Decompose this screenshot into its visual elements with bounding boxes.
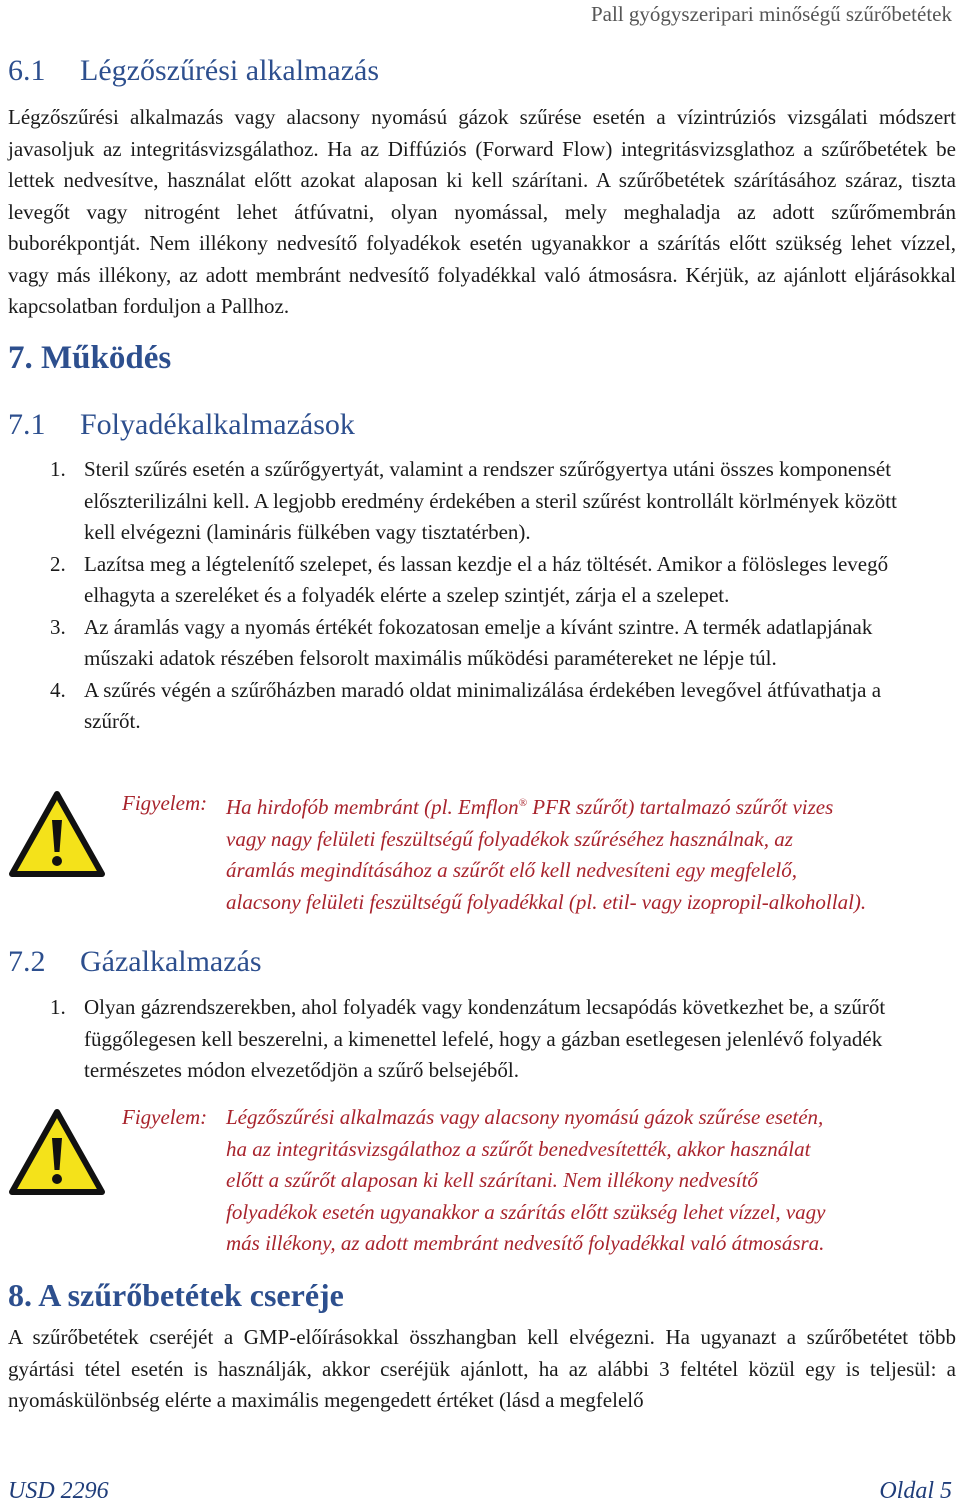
warning-line: más illékony, az adott membránt nedvesítő folyadékkal való átmosásra. <box>226 1231 825 1256</box>
item-text: Lazítsa meg a légtelenítő szelepet, és lassan kezdje el a ház töltését. Amikor a fölösleges levegő elhagyta a szereléket és a folyadék elérte a szelep szintjét, zárja el a szelepet. <box>84 551 889 607</box>
list-item <box>8 992 908 1087</box>
warning-triangle-icon <box>8 1108 106 1196</box>
chapter-title: Működés <box>41 340 172 376</box>
warning-note-2 <box>122 1102 942 1260</box>
item-number: 2. <box>50 551 66 576</box>
footer-page-number: Oldal 5 <box>879 1478 952 1504</box>
warning-line: előtt a szűrőt alaposan ki kell szárítani. Nem illékony nedvesítő <box>226 1168 758 1193</box>
chapter-heading-8 <box>8 1277 344 1314</box>
list-item <box>8 549 908 612</box>
item-number: 4. <box>50 677 66 702</box>
item-text: A szűrés végén a szűrőházben maradó oldat minimalizálása érdekében levegővel átfúvathatja a szűrőt. <box>84 677 882 733</box>
section-title: Légzőszűrési alkalmazás <box>80 54 380 87</box>
chapter-title: A szűrőbetétek cseréje <box>38 1277 344 1313</box>
page-header: Pall gyógyszeripari minőségű szűrőbetétek <box>591 2 952 26</box>
warning-line <box>226 788 942 824</box>
item-number: 3. <box>50 614 66 639</box>
chapter-number: 7. <box>8 340 33 376</box>
item-number: 1. <box>50 995 66 1019</box>
section-7-1-steps <box>8 454 908 738</box>
warning-label: Figyelem: <box>122 791 208 815</box>
warning-note-1 <box>122 788 942 918</box>
chapter-number: 8. <box>8 1277 32 1313</box>
warning-line: Légzőszűrési alkalmazás vagy alacsony nyomású gázok szűrése esetén, <box>226 1105 824 1129</box>
footer-document-id: USD 2296 <box>8 1478 109 1504</box>
section-heading-7-2 <box>8 945 262 979</box>
item-text: Az áramlás vagy a nyomás értékét fokozatosan emelje a kívánt szintre. A termék adatlapjának műszaki adatok részében felsorolt maximális működési paramétereket ne lépje túl. <box>84 614 873 670</box>
section-number: 6.1 <box>8 54 46 87</box>
section-heading-6-1 <box>8 54 379 88</box>
list-item <box>8 675 908 738</box>
warning-line: folyadékok esetén ugyanakkor a szárítás előtt szükség lehet vízzel, vagy <box>226 1199 826 1224</box>
section-title: Folyadékalkalmazások <box>80 408 355 441</box>
warning-line: alacsony felületi feszültségű folyadékkal (pl. etil- vagy izopropil-alkohollal). <box>226 889 867 914</box>
section-number: 7.1 <box>8 408 46 441</box>
item-number: 1. <box>50 457 66 481</box>
section-7-2-steps <box>8 992 908 1087</box>
section-heading-7-1 <box>8 408 355 442</box>
warning-label: Figyelem: <box>122 1105 208 1129</box>
warning-line: áramlás megindításához a szűrőt elő kell nedvesíteni egy megfelelő, <box>226 858 797 883</box>
warning-triangle-icon <box>8 790 106 878</box>
section-title: Gázalkalmazás <box>80 945 262 978</box>
warning-line: vagy nagy felületi feszültségű folyadékok szűréséhez használnak, az <box>226 826 793 851</box>
chapter-heading-7 <box>8 340 171 377</box>
section-number: 7.2 <box>8 945 46 978</box>
section-6-1-paragraph: Légzőszűrési alkalmazás vagy alacsony nyomású gázok szűrése esetén a vízintrúziós vizsgálati módszert javasoljuk az integritásvizsgálathoz. Ha az Diffúziós (Forward Flow) integritásvizsglathoz a szűrőbetétek be lettek nedvesítve, használat előtt azokat alaposan ki kell szárítani. A szűrőbetétek szárításához száraz, tiszta levegőt vagy nitrogént lehet átfúvatni, olyan nyomással, mely meghaladja az adott szűrőmembrán buborékpontját. Nem illékony nedvesítő folyadékok esetén ugyanakkor a szárítás előtt szükség lehet vízzel, vagy más illékony, az adott membránt nedvesítő folyadékkal való átmosásra. Kérjük, az ajánlott eljárásokkal kapcsolatban forduljon a Pallhoz. <box>8 105 956 318</box>
list-item <box>8 454 908 549</box>
item-text: Olyan gázrendszerekben, ahol folyadék vagy kondenzátum lecsapódás következhet be, a szűrőt függőlegesen kell beszerelni, a kimenettel lefelé, hogy a gázban esetlegesen jelenlévő folyadék természetes módon elvezetődjön a szűrő belsejéből. <box>84 995 886 1082</box>
item-text: Steril szűrés esetén a szűrőgyertyát, valamint a rendszer szűrőgyertya utáni összes komponensét előszterilizálni kell. A legjobb eredmény érdekében a steril szűrést kontrollált körlmények között kell elvégezni (lamináris fülkében vagy tisztatérben). <box>84 457 897 544</box>
warning-text: Ha hirdofób membránt (pl. Emflon <box>226 795 519 819</box>
registered-mark: ® <box>518 797 527 809</box>
warning-text: PFR szűrőt) tartalmazó szűrőt vizes <box>527 795 834 819</box>
section-8-paragraph: A szűrőbetétek cseréjét a GMP-előírásokkal összhangban kell elvégezni. Ha ugyanazt a szűrőbetétet több gyártási tétel esetén is használják, akkor cseréjük ajánlott, ha az alábbi 3 feltétel közül egy is teljesül: a nyomáskülönbség elérte a maximális megengedett értéket (lásd a megfelelő <box>8 1325 956 1412</box>
warning-line: ha az integritásvizsgálathoz a szűrőt benedvesítették, akkor használat <box>226 1136 811 1161</box>
list-item <box>8 612 908 675</box>
